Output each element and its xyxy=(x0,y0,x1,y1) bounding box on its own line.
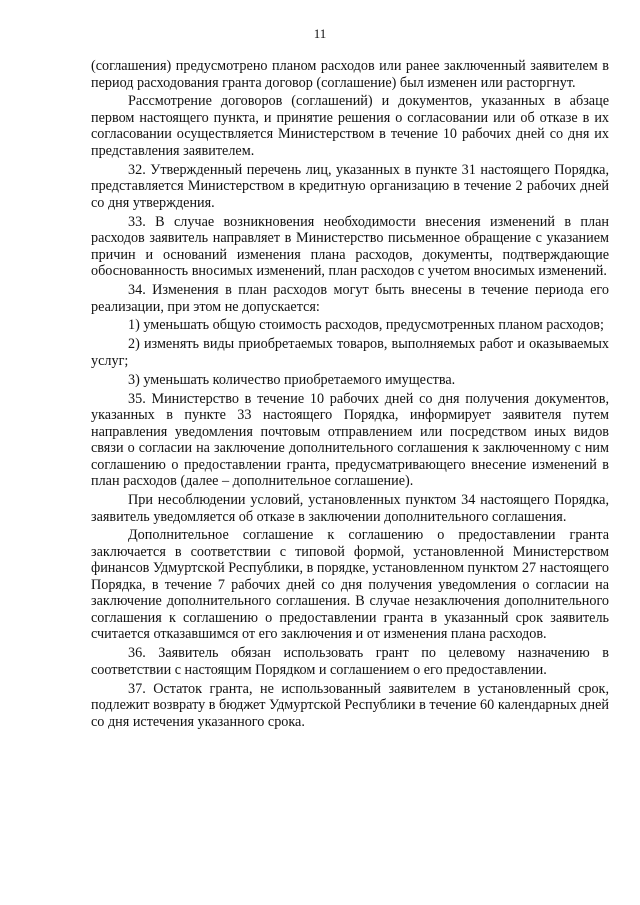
paragraph-continuation: (соглашения) предусмотрено планом расходов или ранее заключенный заявителем в период расходования гранта договор (соглашение) был изменен или расторгнут. xyxy=(91,58,609,91)
paragraph-item-33: 33. В случае возникновения необходимости внесения изменений в план расходов заявитель направляет в Министерство письменное обращение с указанием причин и оснований изменения плана расходов, документы, подтверждающие обоснованность вносимых изменений, план расходов с учетом вносимых изменений. xyxy=(91,213,609,280)
paragraph-item-34: 34. Изменения в план расходов могут быть внесены в течение периода его реализации, при этом не допускается: xyxy=(91,282,609,315)
paragraph-refusal-notice: При несоблюдении условий, установленных пунктом 34 настоящего Порядка, заявитель уведомляется об отказе в заключении дополнительного соглашения. xyxy=(91,492,609,525)
document-body xyxy=(91,58,609,733)
paragraph-item-37: 37. Остаток гранта, не использованный заявителем в установленный срок, подлежит возврату в бюджет Удмуртской Республики в течение 60 календарных дней со дня истечения указанного срока. xyxy=(91,680,609,730)
paragraph-item-32: 32. Утвержденный перечень лиц, указанных в пункте 31 настоящего Порядка, представляется Министерством в кредитную организацию в течение 2 рабочих дней со дня утверждения. xyxy=(91,161,609,211)
paragraph-item-35: 35. Министерство в течение 10 рабочих дней со дня получения документов, указанных в пункте 33 настоящего Порядка, информирует заявителя путем направления уведомления почтовым отправлением или посредством иных видов связи о согласии на заключение дополнительного соглашения к заключенному с ним соглашению о предоставлении гранта, предусматривающего внесение изменений в план расходов (далее – дополнительное соглашение). xyxy=(91,390,609,490)
page-number: 11 xyxy=(313,26,327,41)
paragraph-review-of-contracts: Рассмотрение договоров (соглашений) и документов, указанных в абзаце первом настоящего пункта, и принятие решения о согласовании или об отказе в их согласовании осуществляется Министерством в течение 10 рабочих дней со дня их представления заявителем. xyxy=(91,93,609,159)
paragraph-item-36: 36. Заявитель обязан использовать грант по целевому назначению в соответствии с настоящим Порядком и соглашением о его предоставлении. xyxy=(91,645,609,678)
paragraph-additional-agreement: Дополнительное соглашение к соглашению о предоставлении гранта заключается в соответствии с типовой формой, установленной Министерством финансов Удмуртской Республики, в порядке, установленном пунктом 27 настоящего Порядка, в течение 7 рабочих дней со дня получения уведомления о согласии на заключение дополнительного соглашения. В случае незаключения дополнительного соглашения к соглашению о предоставлении гранта в указанный срок заявитель считается отказавшимся от его заключения и от изменения плана расходов. xyxy=(91,527,609,643)
paragraph-item-34-sub-3: 3) уменьшать количество приобретаемого имущества. xyxy=(128,371,456,388)
paragraph-item-34-sub-1: 1) уменьшать общую стоимость расходов, предусмотренных планом расходов; xyxy=(128,317,604,334)
paragraph-item-34-sub-2: 2) изменять виды приобретаемых товаров, выполняемых работ и оказываемых услуг; xyxy=(91,336,609,369)
